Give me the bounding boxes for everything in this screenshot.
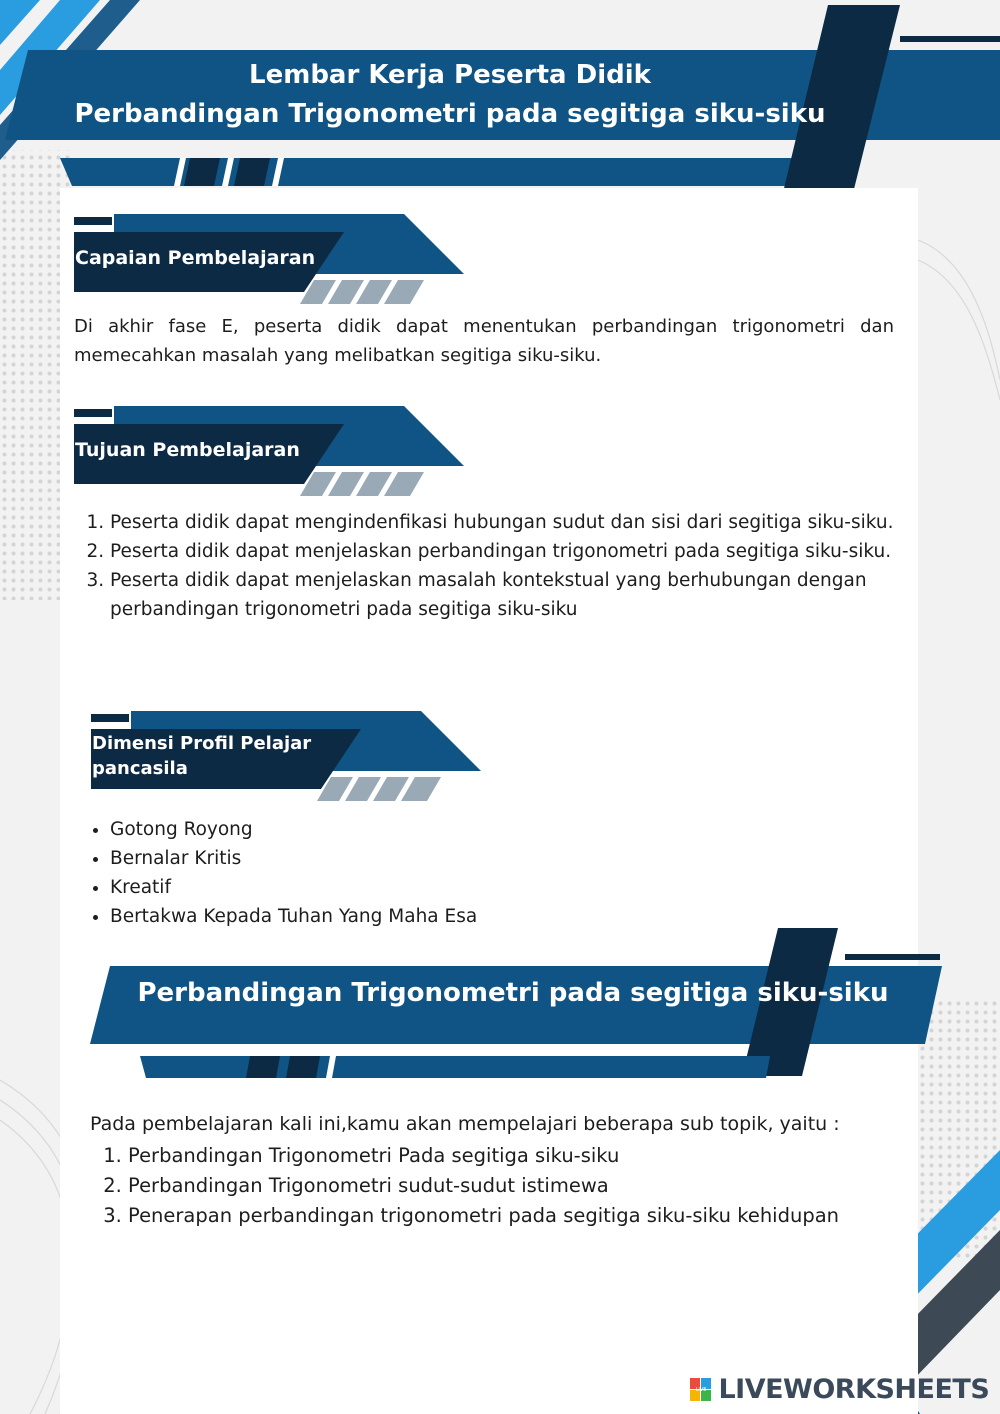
live-badge-text: LIVE — [695, 1386, 707, 1393]
profil-title-line1: Dimensi Profil Pelajar — [92, 733, 312, 754]
capaian-text: Di akhir fase E, peserta didik dapat menentukan perbandingan trigonometri dan memecahkan masalah yang melibatkan segitiga siku-siku. — [74, 316, 894, 366]
list-item: • Gotong Royong — [110, 815, 810, 844]
liveworksheets-logo — [690, 1374, 989, 1408]
list-item: 3. Peserta didik dapat menjelaskan masalah kontekstual yang berhubungan dengan perbandingan trigonometri pada segitiga siku-siku — [110, 566, 894, 624]
capaian-title: Capaian Pembelajaran — [75, 247, 316, 269]
list-item: • Kreatif — [110, 873, 810, 902]
list-item: 2. Peserta didik dapat menjelaskan perbandingan trigonometri pada segitiga siku-siku. — [110, 537, 894, 566]
tujuan-title: Tujuan Pembelajaran — [75, 439, 300, 461]
list-item: 1. Perbandingan Trigonometri Pada segitiga siku-siku — [128, 1141, 908, 1171]
profil-title-line2: pancasila — [92, 758, 188, 779]
list-item: • Bertakwa Kepada Tuhan Yang Maha Esa — [110, 902, 810, 931]
list-item: 1. Peserta didik dapat mengindenfikasi hubungan sudut dan sisi dari segitiga siku-siku. — [110, 508, 894, 537]
intro-list — [128, 1141, 908, 1231]
topic-banner-title: Perbandingan Trigonometri pada segitiga siku-siku — [137, 978, 889, 1008]
intro-text: Pada pembelajaran kali ini,kamu akan mempelajari beberapa sub topik, yaitu : — [90, 1113, 840, 1135]
liveworksheets-text: LIVEWORKSHEETS — [718, 1374, 990, 1405]
header-title-line2: Perbandingan Trigonometri pada segitiga siku-siku — [74, 99, 826, 129]
header-title-line1: Lembar Kerja Peserta Didik — [249, 60, 651, 90]
live-badge-icon — [690, 1378, 712, 1402]
tujuan-list — [110, 508, 894, 624]
profil-list — [110, 815, 810, 931]
list-item: 3. Penerapan perbandingan trigonometri pada segitiga siku-siku kehidupan — [128, 1201, 908, 1231]
list-item: 2. Perbandingan Trigonometri sudut-sudut istimewa — [128, 1171, 908, 1201]
list-item: • Bernalar Kritis — [110, 844, 810, 873]
